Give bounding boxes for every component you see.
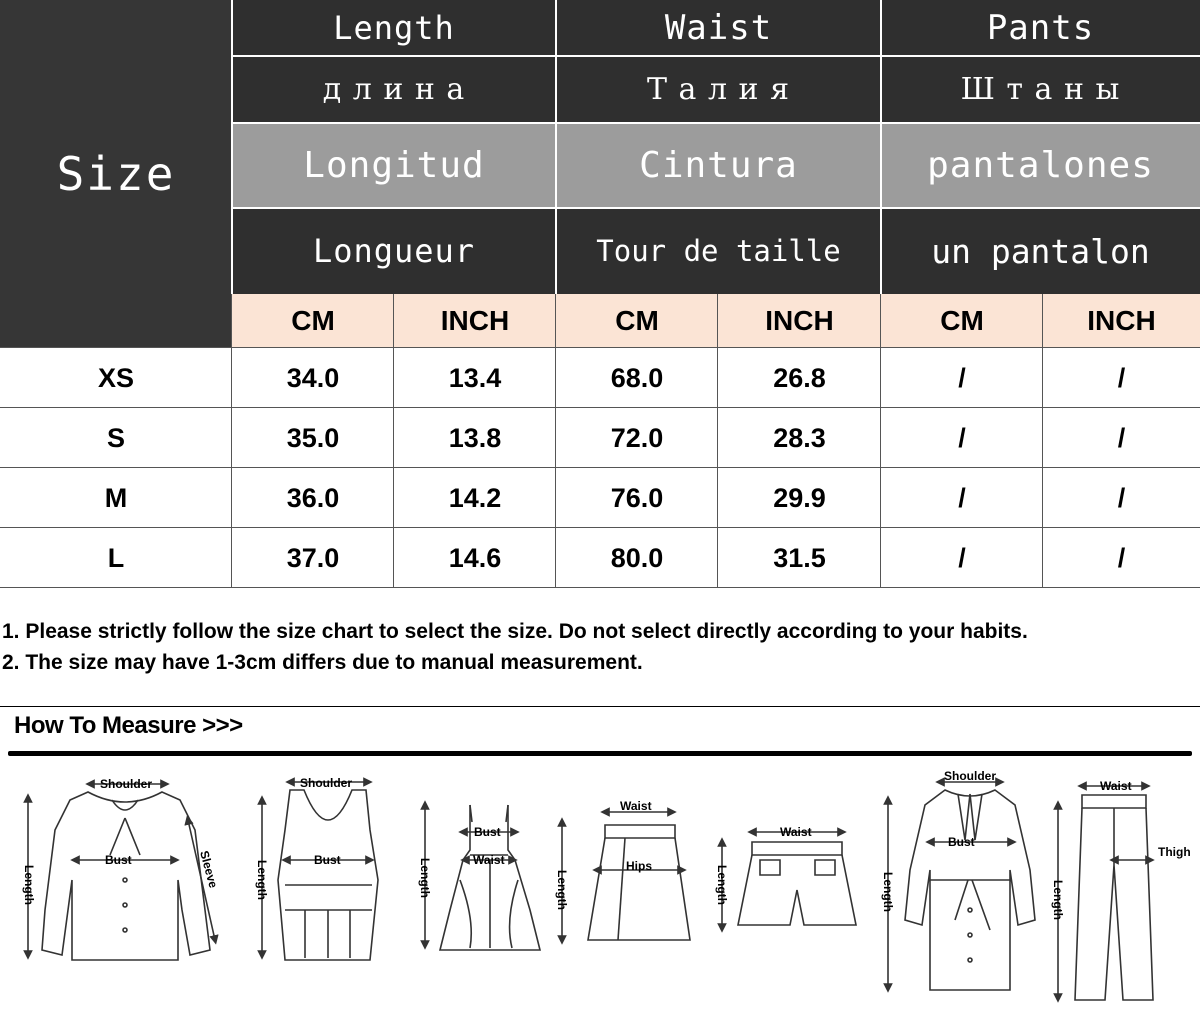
table-cell: 80.0 (556, 528, 718, 588)
length-inch-unit: INCH (394, 294, 556, 348)
table-cell: 36.0 (232, 468, 394, 528)
garment-label: Thigh (1158, 845, 1191, 859)
table-row-size: L (0, 528, 232, 588)
garment-label: Waist (620, 799, 652, 813)
garment-label: Bust (105, 853, 132, 867)
table-cell: / (881, 528, 1043, 588)
waist-header-fr: Tour de taille (556, 208, 881, 294)
length-header-ru: д л и н а (232, 56, 556, 123)
table-cell: / (881, 468, 1043, 528)
table-cell: 13.8 (394, 408, 556, 468)
table-cell: 13.4 (394, 348, 556, 408)
garment-label: Bust (474, 825, 501, 839)
table-cell: 72.0 (556, 408, 718, 468)
garment-label: Length (418, 858, 432, 898)
how-to-measure-title: How To Measure >>> (14, 712, 243, 739)
waist-inch-unit: INCH (718, 294, 881, 348)
shorts-icon (715, 825, 856, 928)
garment-label: Shoulder (100, 777, 153, 791)
length-header-en: Length (232, 0, 556, 56)
garment-label: Length (715, 865, 729, 905)
garment-label: Waist (473, 853, 505, 867)
pants-header-ru: Ш т а н ы (881, 56, 1200, 123)
garment-label: Bust (314, 853, 341, 867)
table-cell: 31.5 (718, 528, 881, 588)
table-cell: 68.0 (556, 348, 718, 408)
table-cell: 14.6 (394, 528, 556, 588)
pants-cm-unit: CM (881, 294, 1043, 348)
table-cell: 26.8 (718, 348, 881, 408)
note-size-chart: 1. Please strictly follow the size chart to select the size. Do not select directly according to your habits. (2, 620, 1028, 643)
garment-label: Hips (626, 859, 653, 873)
table-cell: / (881, 348, 1043, 408)
table-cell: 37.0 (232, 528, 394, 588)
waist-header-ru: Т а л и я (556, 56, 881, 123)
table-row-size: XS (0, 348, 232, 408)
table-cell: / (1043, 468, 1200, 528)
length-cm-unit: CM (232, 294, 394, 348)
pants-header-en: Pants (881, 0, 1200, 56)
table-cell: 28.3 (718, 408, 881, 468)
garment-label: Shoulder (944, 769, 997, 783)
measure-illustrations (0, 760, 1200, 1020)
skirt-icon (555, 799, 690, 940)
coat-icon (881, 769, 1035, 990)
table-cell: 29.9 (718, 468, 881, 528)
garment-label: Shoulder (300, 776, 353, 790)
blouse-icon (22, 777, 221, 960)
trousers-icon (1051, 779, 1191, 1000)
garment-label: Length (22, 865, 36, 905)
garment-label: Length (555, 870, 569, 910)
waist-header-en: Waist (556, 0, 881, 56)
section-divider (0, 706, 1200, 707)
pants-inch-unit: INCH (1043, 294, 1200, 348)
size-column-header: Size (0, 0, 232, 348)
waist-cm-unit: CM (556, 294, 718, 348)
garment-label: Length (1051, 880, 1065, 920)
table-cell: 14.2 (394, 468, 556, 528)
table-cell: / (1043, 348, 1200, 408)
garment-label: Waist (1100, 779, 1132, 793)
table-cell: 34.0 (232, 348, 394, 408)
garment-label: Length (881, 872, 895, 912)
strap-dress-icon (418, 805, 540, 950)
table-row-size: M (0, 468, 232, 528)
title-underline (8, 751, 1192, 756)
length-header-es: Longitud (232, 123, 556, 208)
table-cell: / (1043, 408, 1200, 468)
garment-label: Bust (948, 835, 975, 849)
garment-label: Waist (780, 825, 812, 839)
note-measurement-tolerance: 2. The size may have 1-3cm differs due to manual measurement. (2, 651, 643, 674)
table-cell: / (1043, 528, 1200, 588)
pants-header-es: pantalones (881, 123, 1200, 208)
tank-top-icon (255, 776, 378, 960)
waist-header-es: Cintura (556, 123, 881, 208)
garment-label: Length (255, 860, 269, 900)
table-cell: / (881, 408, 1043, 468)
table-row-size: S (0, 408, 232, 468)
pants-header-fr: un pantalon (881, 208, 1200, 294)
table-cell: 76.0 (556, 468, 718, 528)
garment-label: Sleeve (197, 849, 221, 890)
length-header-fr: Longueur (232, 208, 556, 294)
table-cell: 35.0 (232, 408, 394, 468)
